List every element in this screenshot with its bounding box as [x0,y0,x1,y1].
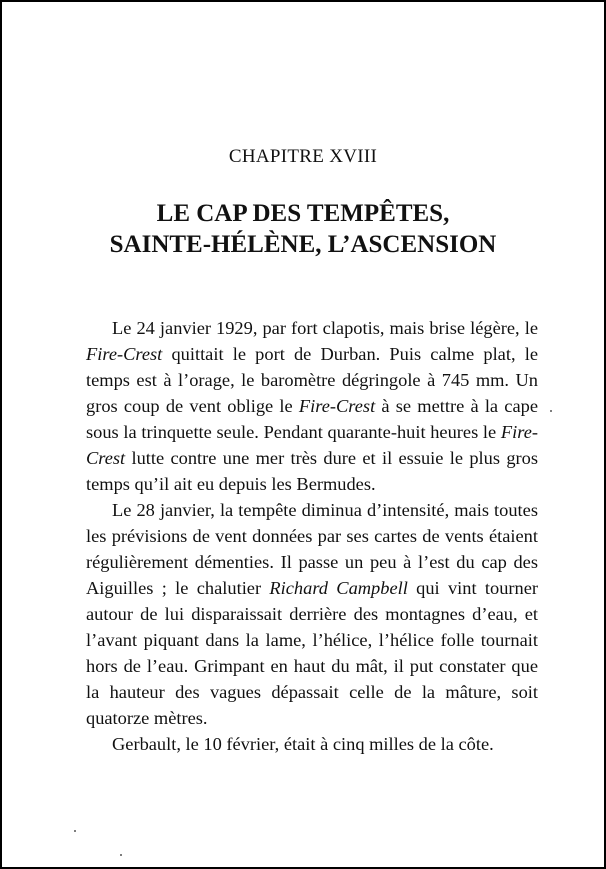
body-text [86,315,538,757]
paragraph-3: Gerbault, le 10 février, était à cinq milles de la côte. [112,734,494,754]
paragraph-1-text-c: à se mettre à la cape sous la trinquette seule. Pendant quarante-huit heures le [86,396,538,442]
scan-speck [74,830,76,832]
chapter-title-line-2: SAINTE-HÉLÈNE, L’ASCENSION [109,231,497,258]
ship-name: Fire-Crest [86,422,538,468]
trawler-name: Richard Campbell [269,578,408,598]
chapter-title [2,198,604,260]
paragraph-1 [86,315,538,497]
paragraph-2 [86,497,538,731]
ship-name: Fire-Crest [86,344,163,364]
scan-speck [550,410,552,412]
chapter-number: CHAPITRE XVIII [228,146,378,167]
ship-name: Fire-Crest [298,396,376,416]
paragraph-1-text-a: Le 24 janvier 1929, par fort clapotis, mais brise légère, le [112,318,538,338]
scan-speck [120,854,122,856]
paragraph-2-text-b: qui vint tourner autour de lui disparaissait derrière des montagnes d’eau, et l’avant piquant dans la lame, l’hélice, l’hélice folle tournait hors de l’eau. Grimpant en haut du mât, il put constater que la hauteur des vagues dépassait celle de la mâture, soit quatorze mètres. [86,578,538,728]
chapter-title-line-1: LE CAP DES TEMPÊTES, [156,200,450,227]
paragraph-1-text-b: quittait le port de Durban. Puis calme plat, le temps est à l’orage, le baromètre dégringole à 745 mm. Un gros coup de vent oblige le [86,344,538,416]
paragraph-1-text-d: lutte contre une mer très dure et il essuie le plus gros temps qu’il ait eu depuis les Bermudes. [86,448,538,494]
paragraph-2-text-a: Le 28 janvier, la tempête diminua d’intensité, mais toutes les prévisions de vent données par ses cartes de vents étaient régulièrement démenties. Il passe un peu à l’est du cap des Aiguilles ; le chalutier [86,500,538,598]
